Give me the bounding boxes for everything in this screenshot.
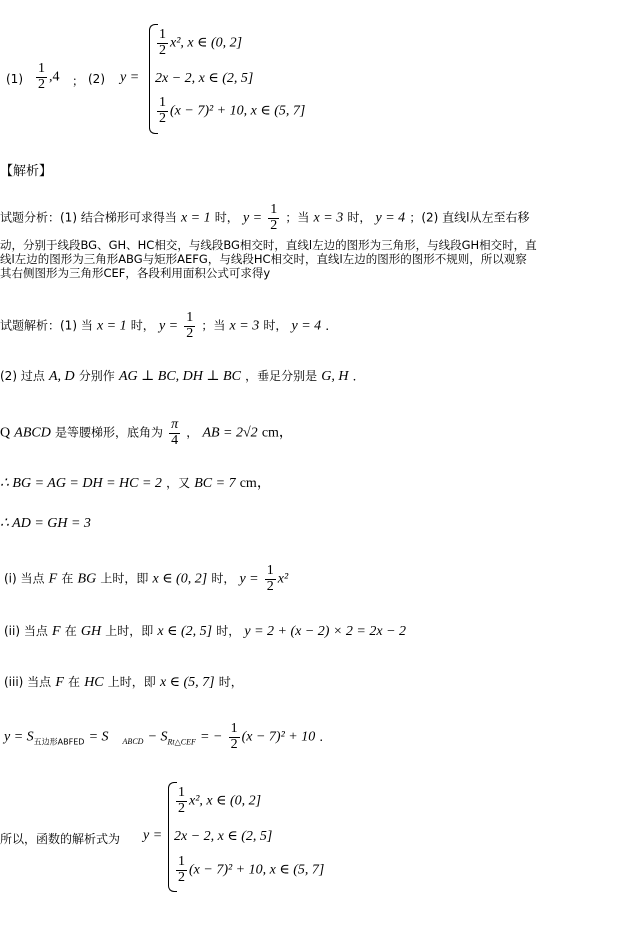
solution-case-ii: (ii) 当点 F 在 GH 上时，即 x ∈ (2, 5] 时， y = 2 + (x − 2) × 2 = 2x − 2 <box>4 624 407 639</box>
analysis-line-1: 试题分析：(1) 结合梯形可求得当 x = 1 时， y = $\frac{1}{2}$ ；当 x = 3 时， y = 4 ；(2) 直线l从左至右移 <box>0 202 530 233</box>
answer-y-equals: y = <box>120 70 140 85</box>
solution-step-3: Q ABCD 是等腰梯形，底角为 $\frac{\pi}{4}$ ， AB = 2√2 cm， <box>0 417 293 448</box>
answer-part1-label: (1) <box>6 72 23 86</box>
final-y-equals: y = <box>143 828 163 843</box>
solution-step-4: ∴ BG = AG = DH = HC = 2 ，又 BC = 7 cm， <box>0 476 271 491</box>
final-case-2: 2x − 2, x ∈ (2, 5] <box>174 829 273 844</box>
answer-case-3: $\frac{1}{2}$ (x − 7)² + 10, x ∈ (5, 7] <box>159 95 306 126</box>
answer-case-2: 2x − 2, x ∈ (2, 5] <box>155 71 254 86</box>
final-case-1: $\frac{1}{2}$ x², x ∈ (0, 2] <box>178 785 262 816</box>
answer-separator: ； <box>72 74 85 88</box>
analysis-line-4: 其右侧图形为三角形CEF，各段利用面积公式可求得y <box>0 266 271 280</box>
analysis-line-2: 动，分别于线段BG、GH、HC相交，与线段BG相交时，直线l左边的图形为三角形，与线段GH相交时，直 <box>0 238 537 252</box>
solution-step-2: (2) 过点 A, D 分别作 AG ⊥ BC, DH ⊥ BC ，垂足分别是 G, H ． <box>0 369 365 384</box>
solution-case-i: (i) 当点 F 在 BG 上时，即 x ∈ (0, 2] 时， y = $\frac{1}{2}$ x² <box>4 563 289 594</box>
analysis-line-3: 线l左边的图形为三角形ABG与矩形AEFG，与线段HC相交时，直线l左边的图形的图形不规则，所以观察 <box>0 252 527 266</box>
solution-step-1: 试题解析：(1) 当 x = 1 时， y = $\frac{1}{2}$ ；当 x = 3 时， y = 4 ． <box>0 310 338 341</box>
jiexi-heading: 【解析】 <box>0 164 53 179</box>
answer-case-1: $\frac{1}{2}$ x², x ∈ (0, 2] <box>159 27 243 58</box>
final-intro: 所以，函数的解析式为 <box>0 832 121 846</box>
solution-step-5: ∴ AD = GH = 3 <box>0 516 91 531</box>
answer-part2-label: (2) <box>88 72 105 86</box>
final-case-3: $\frac{1}{2}$ (x − 7)² + 10, x ∈ (5, 7] <box>178 854 325 885</box>
answer-part1-value: $\frac{1}{2}$ ,4 <box>38 61 60 92</box>
solution-case-iii: (iii) 当点 F 在 HC 上时，即 x ∈ (5, 7] 时， <box>4 675 243 690</box>
solution-area-formula: $y = S_{五边形ABFED} = S$ $_{ABCD} - S_{Rt\triangle CEF}$ = − $\frac{1}{2}$ (x − 7)² + 10 ． <box>4 721 332 752</box>
